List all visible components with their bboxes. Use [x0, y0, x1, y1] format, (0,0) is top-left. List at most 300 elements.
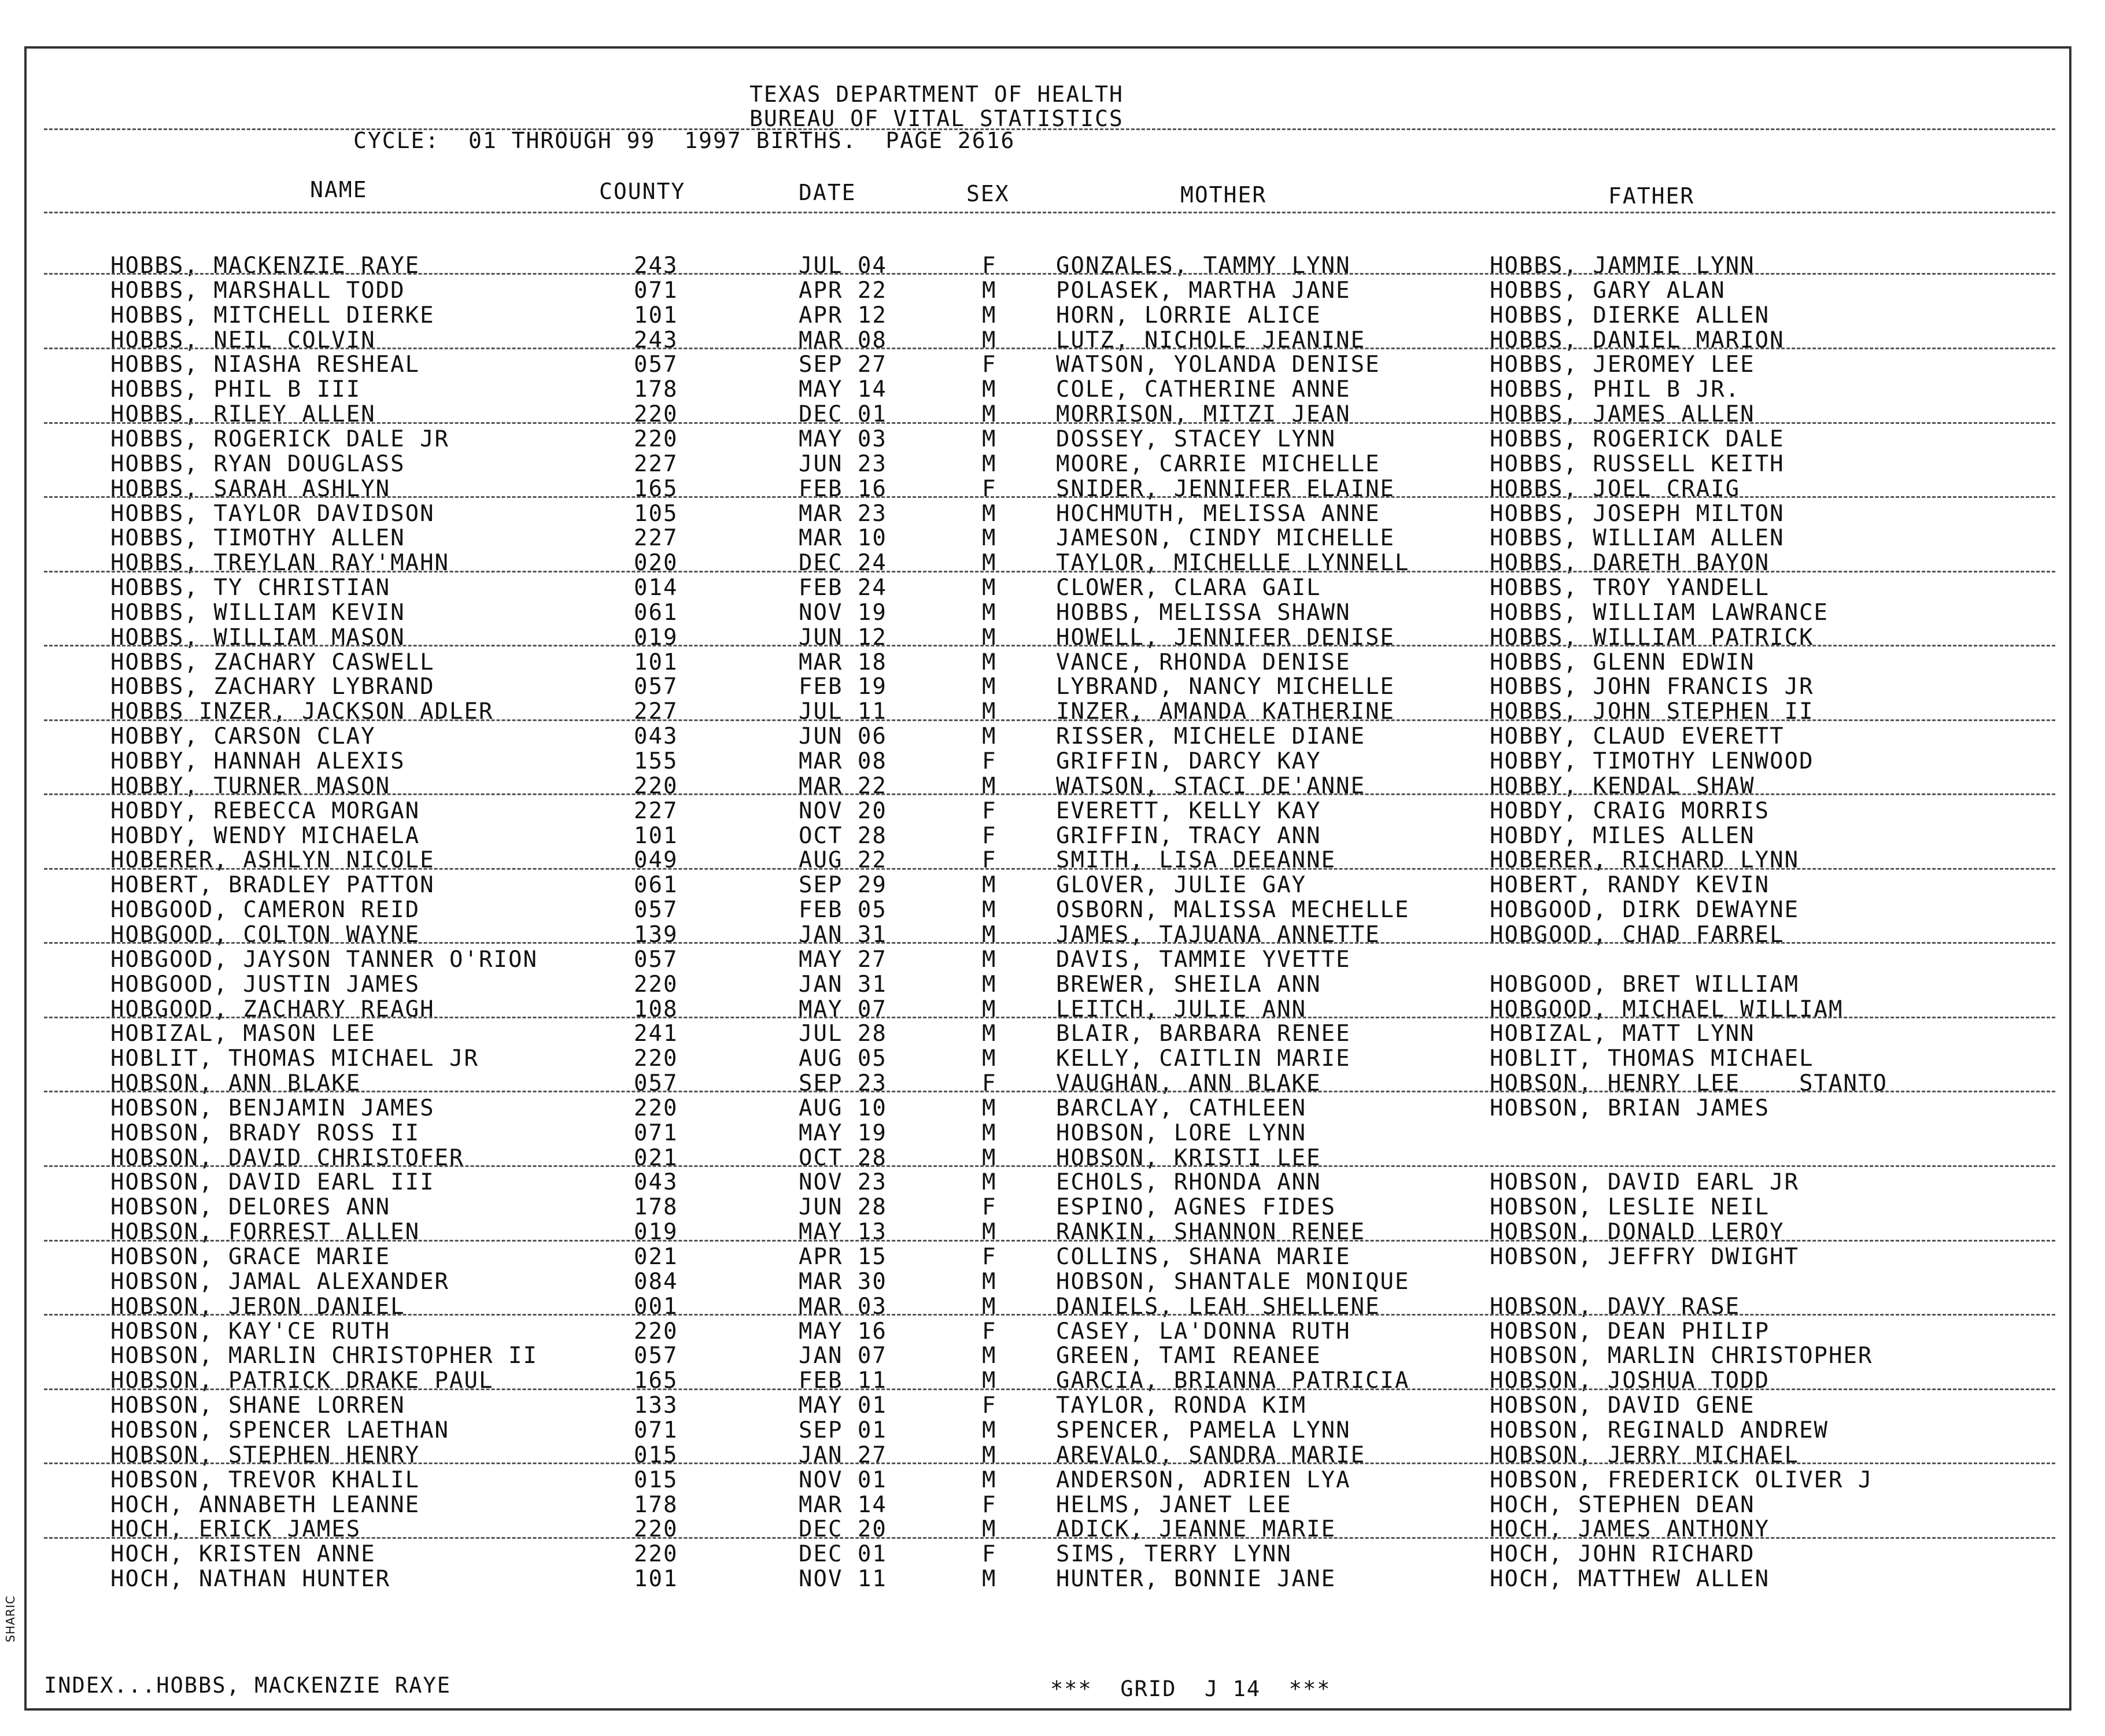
cell-sex: F: [982, 1541, 997, 1568]
cell-sex: M: [982, 450, 997, 477]
cell-name: HOBSON, BENJAMIN JAMES: [110, 1095, 435, 1121]
cell-father: HOBSON, DONALD LEROY: [1490, 1219, 1785, 1246]
table-row: [27, 898, 2069, 922]
cell-date: NOV 01: [799, 1467, 887, 1493]
cell-father: HOBSON, JEFFRY DWIGHT: [1490, 1244, 1800, 1270]
cell-county: 178: [634, 1194, 678, 1221]
row-band-divider: [44, 496, 2055, 498]
cell-date: MAY 03: [799, 426, 887, 452]
cell-name: HOBSON, DAVID CHRISTOFER: [110, 1144, 464, 1171]
column-header-sex: SEX: [966, 181, 1010, 206]
index-footer: INDEX...HOBBS, MACKENZIE RAYE: [44, 1673, 452, 1698]
cell-sex: M: [982, 1120, 997, 1146]
cell-mother: MORRISON, MITZI JEAN: [1056, 401, 1351, 428]
cell-mother: HOBSON, SHANTALE MONIQUE: [1056, 1268, 1410, 1295]
cell-date: DEC 01: [799, 401, 887, 428]
cell-date: FEB 19: [799, 674, 887, 700]
row-band-divider: [44, 793, 2055, 795]
cell-date: DEC 01: [799, 1541, 887, 1568]
cell-sex: M: [982, 1169, 997, 1196]
cell-county: 227: [634, 797, 678, 824]
column-header-father: FATHER: [1608, 183, 1695, 209]
cell-mother: DANIELS, LEAH SHELLENE: [1056, 1293, 1380, 1320]
cell-date: MAR 30: [799, 1268, 887, 1295]
cell-father: HOBBS, JAMMIE LYNN: [1490, 253, 1755, 279]
table-row: [27, 1419, 2069, 1443]
cell-father: HOBSON, DAVY RASE: [1490, 1293, 1741, 1320]
table-row: [27, 675, 2069, 699]
cell-father: HOBBS, WILLIAM LAWRANCE: [1490, 599, 1829, 626]
cell-date: MAY 13: [799, 1219, 887, 1246]
cell-county: 227: [634, 699, 678, 725]
cell-mother: DOSSEY, STACEY LYNN: [1056, 426, 1336, 452]
cell-name: HOBSON, ANN BLAKE: [110, 1070, 361, 1097]
cell-mother: GRIFFIN, DARCY KAY: [1056, 748, 1321, 774]
cell-father: HOCH, JAMES ANTHONY: [1490, 1516, 1770, 1543]
cell-mother: TAYLOR, RONDA KIM: [1056, 1393, 1307, 1419]
cell-date: MAY 14: [799, 376, 887, 403]
cell-sex: M: [982, 1095, 997, 1121]
row-band-divider: [44, 942, 2055, 944]
cell-mother: CASEY, LA'DONNA RUTH: [1056, 1318, 1351, 1345]
cell-sex: M: [982, 550, 997, 577]
cell-father: HOBIZAL, MATT LYNN: [1490, 1021, 1755, 1047]
cell-date: MAR 22: [799, 773, 887, 799]
cell-sex: M: [982, 1566, 997, 1593]
cell-county: 057: [634, 1070, 678, 1097]
cell-father: HOBSON, FREDERICK OLIVER J: [1490, 1467, 1873, 1493]
header-divider: [44, 128, 2055, 130]
cell-mother: HELMS, JANET LEE: [1056, 1491, 1292, 1518]
cell-date: JUN 28: [799, 1194, 887, 1221]
cell-father: HOBERER, RICHARD LYNN: [1490, 847, 1800, 874]
row-band-divider: [44, 273, 2055, 275]
cell-sex: M: [982, 699, 997, 725]
cell-date: JAN 27: [799, 1442, 887, 1468]
table-row: [27, 1245, 2069, 1269]
column-header-name: NAME: [310, 177, 368, 202]
cell-date: JUN 12: [799, 624, 887, 651]
cell-name: HOBSON, DAVID EARL III: [110, 1169, 435, 1196]
cell-name: HOBBS INZER, JACKSON ADLER: [110, 699, 494, 725]
cell-sex: M: [982, 1368, 997, 1394]
cell-date: SEP 23: [799, 1070, 887, 1097]
cell-county: 101: [634, 649, 678, 675]
cell-name: HOBBY, HANNAH ALEXIS: [110, 748, 405, 774]
cell-mother: HOBSON, KRISTI LEE: [1056, 1144, 1321, 1171]
cell-father: HOBBS, GLENN EDWIN: [1490, 649, 1755, 675]
cell-date: MAR 14: [799, 1491, 887, 1518]
cell-mother: ECHOLS, RHONDA ANN: [1056, 1169, 1321, 1196]
cell-mother: INZER, AMANDA KATHERINE: [1056, 699, 1395, 725]
cell-mother: WATSON, STACI DE'ANNE: [1056, 773, 1366, 799]
cell-sex: M: [982, 624, 997, 651]
cell-name: HOBSON, BRADY ROSS II: [110, 1120, 420, 1146]
cell-county: 043: [634, 723, 678, 750]
column-header-county: COUNTY: [599, 179, 686, 204]
cell-county: 165: [634, 1368, 678, 1394]
table-row: [27, 824, 2069, 848]
cell-mother: TAYLOR, MICHELLE LYNNELL: [1056, 550, 1410, 577]
cell-name: HOBGOOD, CAMERON REID: [110, 897, 420, 924]
cell-father: HOBSON, BRIAN JAMES: [1490, 1095, 1770, 1121]
cell-mother: HOWELL, JENNIFER DENISE: [1056, 624, 1395, 651]
table-row: [27, 1344, 2069, 1368]
cell-sex: F: [982, 748, 997, 774]
cell-mother: VANCE, RHONDA DENISE: [1056, 649, 1351, 675]
cell-sex: F: [982, 253, 997, 279]
cell-county: 057: [634, 352, 678, 378]
cell-name: HOBGOOD, COLTON WAYNE: [110, 921, 420, 948]
cell-date: NOV 11: [799, 1566, 887, 1593]
cell-mother: POLASEK, MARTHA JANE: [1056, 277, 1351, 304]
table-row: [27, 304, 2069, 328]
table-row: [27, 1022, 2069, 1046]
table-row: [27, 279, 2069, 303]
cell-county: 241: [634, 1021, 678, 1047]
table-row: [27, 427, 2069, 452]
table-row: [27, 1493, 2069, 1517]
cell-county: 061: [634, 599, 678, 626]
cell-sex: F: [982, 1194, 997, 1221]
cell-name: HOBBS, TIMOTHY ALLEN: [110, 525, 405, 552]
cell-county: 220: [634, 1541, 678, 1568]
cell-name: HOBSON, TREVOR KHALIL: [110, 1467, 420, 1493]
cell-mother: HUNTER, BONNIE JANE: [1056, 1566, 1336, 1593]
cell-county: 014: [634, 575, 678, 601]
table-row: [27, 799, 2069, 823]
table-row: [27, 725, 2069, 749]
cell-father: HOBBS, WILLIAM PATRICK: [1490, 624, 1814, 651]
cell-mother: DAVIS, TAMMIE YVETTE: [1056, 946, 1351, 973]
cell-mother: CLOWER, CLARA GAIL: [1056, 575, 1321, 601]
cell-mother: MOORE, CARRIE MICHELLE: [1056, 450, 1380, 477]
cell-date: JUN 06: [799, 723, 887, 750]
cell-name: HOBSON, PATRICK DRAKE PAUL: [110, 1368, 494, 1394]
cell-father: HOBBY, CLAUD EVERETT: [1490, 723, 1785, 750]
cell-sex: F: [982, 797, 997, 824]
cell-sex: M: [982, 327, 997, 353]
cell-date: MAY 27: [799, 946, 887, 973]
cell-mother: BARCLAY, CATHLEEN: [1056, 1095, 1307, 1121]
cell-date: AUG 22: [799, 847, 887, 874]
cell-sex: M: [982, 1343, 997, 1369]
cell-date: MAR 10: [799, 525, 887, 552]
cell-county: 015: [634, 1442, 678, 1468]
cell-father: HOBBS, RUSSELL KEITH: [1490, 450, 1785, 477]
cell-name: HOBGOOD, ZACHARY REAGH: [110, 996, 435, 1022]
table-row: [27, 749, 2069, 774]
cell-mother: EVERETT, KELLY KAY: [1056, 797, 1321, 824]
grid-footer: *** GRID J 14 ***: [1050, 1676, 1331, 1701]
cell-county: 043: [634, 1169, 678, 1196]
cell-date: FEB 16: [799, 475, 887, 502]
cell-name: HOBERT, BRADLEY PATTON: [110, 872, 435, 899]
cell-mother: BREWER, SHEILA ANN: [1056, 971, 1321, 998]
cell-sex: M: [982, 1046, 997, 1072]
side-label: SHARIC: [3, 1595, 17, 1642]
cell-sex: M: [982, 426, 997, 452]
cell-county: 057: [634, 1343, 678, 1369]
cell-sex: M: [982, 773, 997, 799]
cell-father: HOBBS, GARY ALAN: [1490, 277, 1726, 304]
cell-mother: GLOVER, JULIE GAY: [1056, 872, 1307, 899]
cell-mother: GONZALES, TAMMY LYNN: [1056, 253, 1351, 279]
cell-sex: M: [982, 946, 997, 973]
cell-name: HOCH, ERICK JAMES: [110, 1516, 361, 1543]
row-band-divider: [44, 868, 2055, 870]
cell-county: 071: [634, 1417, 678, 1443]
cell-date: FEB 11: [799, 1368, 887, 1394]
cell-name: HOBBY, CARSON CLAY: [110, 723, 376, 750]
cell-father: HOBSON, DAVID EARL JR: [1490, 1169, 1800, 1196]
cell-father: HOBGOOD, BRET WILLIAM: [1490, 971, 1800, 998]
cell-county: 084: [634, 1268, 678, 1295]
document-page: [24, 46, 2071, 1711]
cell-county: 021: [634, 1144, 678, 1171]
cell-date: MAR 08: [799, 327, 887, 353]
cell-father: HOBDY, MILES ALLEN: [1490, 822, 1755, 849]
cell-mother: COLE, CATHERINE ANNE: [1056, 376, 1351, 403]
cell-date: MAR 08: [799, 748, 887, 774]
cell-name: HOCH, ANNABETH LEANNE: [110, 1491, 420, 1518]
cell-mother: JAMES, TAJUANA ANNETTE: [1056, 921, 1380, 948]
cell-name: HOBSON, GRACE MARIE: [110, 1244, 391, 1270]
cell-date: NOV 23: [799, 1169, 887, 1196]
row-band-divider: [44, 1537, 2055, 1539]
cell-name: HOBBS, RILEY ALLEN: [110, 401, 376, 428]
table-row: [27, 1195, 2069, 1220]
cell-mother: HOCHMUTH, MELISSA ANNE: [1056, 500, 1380, 527]
table-row: [27, 526, 2069, 551]
cell-county: 220: [634, 773, 678, 799]
cell-name: HOBBS, TREYLAN RAY'MAHN: [110, 550, 450, 577]
cell-name: HOBSON, DELORES ANN: [110, 1194, 391, 1221]
table-row: [27, 1542, 2069, 1567]
cell-sex: M: [982, 1417, 997, 1443]
cell-mother: BLAIR, BARBARA RENEE: [1056, 1021, 1351, 1047]
row-band-divider: [44, 719, 2055, 721]
cell-mother: GREEN, TAMI REANEE: [1056, 1343, 1321, 1369]
table-row: [27, 601, 2069, 625]
row-band-divider: [44, 1314, 2055, 1316]
cell-date: OCT 28: [799, 1144, 887, 1171]
cell-mother: KELLY, CAITLIN MARIE: [1056, 1046, 1351, 1072]
cell-date: SEP 01: [799, 1417, 887, 1443]
cell-father: HOBSON, DAVID GENE: [1490, 1393, 1755, 1419]
cell-date: FEB 24: [799, 575, 887, 601]
cell-sex: M: [982, 525, 997, 552]
cell-mother: RANKIN, SHANNON RENEE: [1056, 1219, 1366, 1246]
table-row: [27, 1096, 2069, 1121]
row-band-divider: [44, 645, 2055, 647]
cell-father: HOBBS, JOHN STEPHEN II: [1490, 699, 1814, 725]
cell-sex: M: [982, 1219, 997, 1246]
cell-county: 220: [634, 971, 678, 998]
cell-name: HOBLIT, THOMAS MICHAEL JR: [110, 1046, 479, 1072]
cell-name: HOBSON, JERON DANIEL: [110, 1293, 405, 1320]
cell-county: 057: [634, 897, 678, 924]
cell-sex: M: [982, 1467, 997, 1493]
cell-sex: F: [982, 822, 997, 849]
cell-father: HOBBS, DIERKE ALLEN: [1490, 302, 1770, 328]
cell-sex: M: [982, 1442, 997, 1468]
cell-mother: GRIFFIN, TRACY ANN: [1056, 822, 1321, 849]
cell-sex: M: [982, 897, 997, 924]
cell-sex: F: [982, 1244, 997, 1270]
cell-father: HOBBS, JOHN FRANCIS JR: [1490, 674, 1814, 700]
cell-mother: HOBBS, MELISSA SHAWN: [1056, 599, 1351, 626]
cell-date: SEP 27: [799, 352, 887, 378]
cell-county: 220: [634, 426, 678, 452]
cell-county: 227: [634, 525, 678, 552]
cell-mother: LYBRAND, NANCY MICHELLE: [1056, 674, 1395, 700]
cell-sex: M: [982, 996, 997, 1022]
cell-date: JAN 07: [799, 1343, 887, 1369]
cell-name: HOBBS, TAYLOR DAVIDSON: [110, 500, 435, 527]
cell-county: 105: [634, 500, 678, 527]
cell-name: HOBSON, FORREST ALLEN: [110, 1219, 420, 1246]
cell-mother: JAMESON, CINDY MICHELLE: [1056, 525, 1395, 552]
cell-father: HOBBS, TROY YANDELL: [1490, 575, 1770, 601]
cell-county: 020: [634, 550, 678, 577]
table-row: [27, 651, 2069, 675]
cell-sex: F: [982, 352, 997, 378]
cell-father: HOBERT, RANDY KEVIN: [1490, 872, 1770, 899]
cell-county: 227: [634, 450, 678, 477]
cell-date: DEC 20: [799, 1516, 887, 1543]
cell-name: HOBSON, SHANE LORREN: [110, 1393, 405, 1419]
cell-sex: M: [982, 921, 997, 948]
row-band-divider: [44, 1091, 2055, 1092]
cell-sex: F: [982, 847, 997, 874]
table-row: [27, 1170, 2069, 1195]
cell-name: HOBSON, MARLIN CHRISTOPHER II: [110, 1343, 538, 1369]
row-band-divider: [44, 422, 2055, 424]
cell-sex: F: [982, 1318, 997, 1345]
cell-sex: M: [982, 723, 997, 750]
cell-father: HOCH, JOHN RICHARD: [1490, 1541, 1755, 1568]
cell-date: APR 22: [799, 277, 887, 304]
cell-county: 220: [634, 1516, 678, 1543]
cell-name: HOBSON, JAMAL ALEXANDER: [110, 1268, 450, 1295]
cell-father: HOBBS, PHIL B JR.: [1490, 376, 1741, 403]
header-title: TEXAS DEPARTMENT OF HEALTH: [749, 82, 1124, 107]
cell-date: SEP 29: [799, 872, 887, 899]
cell-name: HOBSON, KAY'CE RUTH: [110, 1318, 391, 1345]
cell-county: 220: [634, 1318, 678, 1345]
cell-father: HOBBS, JAMES ALLEN: [1490, 401, 1755, 428]
cell-father: HOBSON, JERRY MICHAEL: [1490, 1442, 1800, 1468]
cell-date: OCT 28: [799, 822, 887, 849]
cell-date: MAY 07: [799, 996, 887, 1022]
cell-name: HOBBS, NEIL COLVIN: [110, 327, 376, 353]
cell-county: 139: [634, 921, 678, 948]
cell-name: HOBBS, MACKENZIE RAYE: [110, 253, 420, 279]
table-row: [27, 502, 2069, 526]
cell-father: HOBSON, MARLIN CHRISTOPHER: [1490, 1343, 1873, 1369]
cell-name: HOBDY, REBECCA MORGAN: [110, 797, 420, 824]
cell-date: NOV 19: [799, 599, 887, 626]
cell-county: 061: [634, 872, 678, 899]
cell-county: 108: [634, 996, 678, 1022]
cell-name: HOBERER, ASHLYN NICOLE: [110, 847, 435, 874]
cell-name: HOBBS, TY CHRISTIAN: [110, 575, 391, 601]
cell-father: HOBGOOD, MICHAEL WILLIAM: [1490, 996, 1844, 1022]
cell-name: HOCH, KRISTEN ANNE: [110, 1541, 376, 1568]
cell-county: 019: [634, 1219, 678, 1246]
cell-county: 178: [634, 1491, 678, 1518]
cell-name: HOBBS, ZACHARY LYBRAND: [110, 674, 435, 700]
cell-father: HOBSON, JOSHUA TODD: [1490, 1368, 1770, 1394]
cell-date: NOV 20: [799, 797, 887, 824]
cell-name: HOBSON, STEPHEN HENRY: [110, 1442, 420, 1468]
cell-date: MAR 03: [799, 1293, 887, 1320]
cell-date: MAR 18: [799, 649, 887, 675]
cell-father: HOBBS, JEROMEY LEE: [1490, 352, 1755, 378]
cell-father: HOCH, MATTHEW ALLEN: [1490, 1566, 1770, 1593]
cell-county: 101: [634, 822, 678, 849]
row-band-divider: [44, 348, 2055, 349]
table-row: [27, 1394, 2069, 1418]
table-row: [27, 1567, 2069, 1591]
cell-county: 133: [634, 1393, 678, 1419]
cell-sex: F: [982, 1070, 997, 1097]
cell-father: HOBBS, DANIEL MARION: [1490, 327, 1785, 353]
cell-county: 015: [634, 1467, 678, 1493]
cell-mother: LUTZ, NICHOLE JEANINE: [1056, 327, 1366, 353]
cell-sex: F: [982, 1491, 997, 1518]
cell-county: 178: [634, 376, 678, 403]
cell-county: 019: [634, 624, 678, 651]
cell-name: HOBBS, MARSHALL TODD: [110, 277, 405, 304]
cell-name: HOBBS, NIASHA RESHEAL: [110, 352, 420, 378]
table-row: [27, 353, 2069, 377]
cell-date: APR 15: [799, 1244, 887, 1270]
table-row: [27, 1121, 2069, 1146]
cell-county: 220: [634, 1095, 678, 1121]
cell-father: HOBBS, JOEL CRAIG: [1490, 475, 1741, 502]
table-row: [27, 973, 2069, 997]
cell-mother: ADICK, JEANNE MARIE: [1056, 1516, 1336, 1543]
cell-name: HOBBS, RYAN DOUGLASS: [110, 450, 405, 477]
cell-sex: M: [982, 1293, 997, 1320]
cell-county: 165: [634, 475, 678, 502]
cell-name: HOBSON, SPENCER LAETHAN: [110, 1417, 450, 1443]
row-band-divider: [44, 1462, 2055, 1464]
cell-date: AUG 10: [799, 1095, 887, 1121]
cell-mother: HORN, LORRIE ALICE: [1056, 302, 1321, 328]
cell-father: HOCH, STEPHEN DEAN: [1490, 1491, 1755, 1518]
cell-date: JUL 28: [799, 1021, 887, 1047]
cell-date: JAN 31: [799, 921, 887, 948]
cell-county: 057: [634, 946, 678, 973]
header-subtitle: BUREAU OF VITAL STATISTICS: [749, 106, 1124, 131]
cell-father: HOBBS, JOSEPH MILTON: [1490, 500, 1785, 527]
row-band-divider: [44, 1240, 2055, 1242]
header-cycle: CYCLE: 01 THROUGH 99 1997 BIRTHS. PAGE 2616: [353, 128, 1015, 153]
table-row: [27, 1468, 2069, 1493]
cell-father: HOBSON, REGINALD ANDREW: [1490, 1417, 1829, 1443]
cell-date: DEC 24: [799, 550, 887, 577]
table-row: [27, 452, 2069, 477]
cell-father: HOBBS, WILLIAM ALLEN: [1490, 525, 1785, 552]
cell-name: HOBGOOD, JUSTIN JAMES: [110, 971, 420, 998]
cell-father: HOBDY, CRAIG MORRIS: [1490, 797, 1770, 824]
cell-county: 155: [634, 748, 678, 774]
cell-mother: COLLINS, SHANA MARIE: [1056, 1244, 1351, 1270]
cell-mother: ESPINO, AGNES FIDES: [1056, 1194, 1336, 1221]
